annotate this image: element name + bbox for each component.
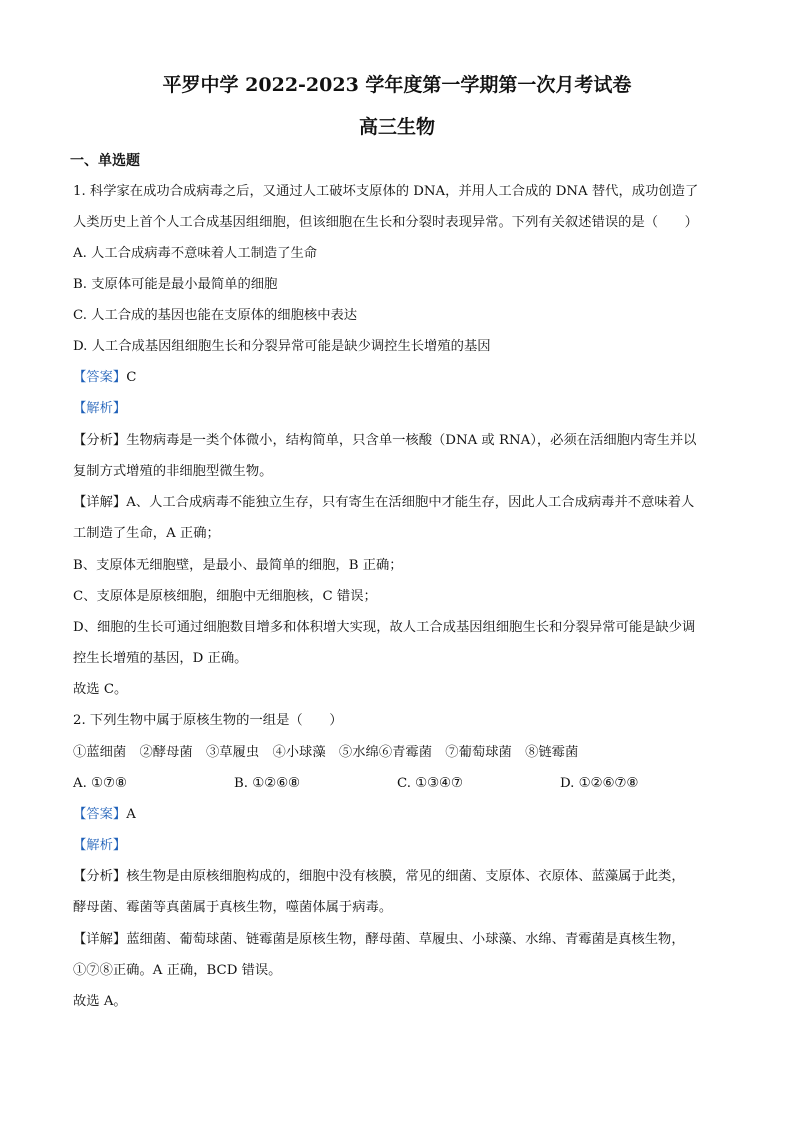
q2-xiangjie-line1 [73, 931, 685, 949]
answer-value: C [126, 370, 137, 385]
fenxi-text: 生物病毒是一类个体微小，结构简单，只含单一核酸（DNA 或 RNA），必须在活细胞内寄生并以 [126, 433, 697, 448]
q1-line-b: B、支原体无细胞壁，是最小、最简单的细胞，B 正确； [73, 558, 403, 573]
q2-organisms: ①蓝细菌 ②酵母菌 ③草履虫 ④小球藻 ⑤水绵⑥青霉菌 ⑦葡萄球菌 ⑧链霉菌 [73, 745, 579, 760]
xiangjie-text: A、人工合成病毒不能独立生存，只有寄生在活细胞中才能生存，因此人工合成病毒并不意味着人 [126, 495, 695, 510]
fenxi-tag: 【分析】 [73, 869, 127, 884]
answer-value: A [126, 807, 136, 822]
q1-analysis-tag: 【解析】 [73, 401, 127, 416]
q2-conclusion: 故选 A。 [73, 994, 127, 1009]
q2-analysis-tag: 【解析】 [73, 838, 127, 853]
fenxi-tag: 【分析】 [73, 433, 127, 448]
q1-option-c: C. 人工合成的基因也能在支原体的细胞核中表达 [73, 308, 358, 323]
exam-subtitle: 高三生物 [358, 116, 435, 138]
answer-tag: 【答案】 [73, 370, 127, 385]
q2-option-d: D. ①②⑥⑦⑧ [560, 776, 639, 791]
q1-line-d1: D、细胞的生长可通过细胞数目增多和体积增大实现，故人工合成基因组细胞生长和分裂异常可能是缺少调 [73, 620, 696, 635]
section-heading: 一、单选题 [70, 153, 140, 169]
q1-option-b: B. 支原体可能是最小最简单的细胞 [73, 277, 278, 292]
q1-stem-line2: 人类历史上首个人工合成基因组细胞，但该细胞在生长和分裂时表现异常。下列有关叙述错误的是（ ） [73, 215, 698, 230]
q2-answer [73, 806, 136, 824]
q1-stem-line1: 1. 科学家在成功合成病毒之后，又通过人工破坏支原体的 DNA，并用人工合成的 DNA 替代，成功创造了 [73, 184, 699, 199]
q1-xiangjie-line1 [73, 494, 694, 512]
xiangjie-tag: 【详解】 [73, 495, 127, 510]
fenxi-text: 核生物是由原核细胞构成的，细胞中没有核膜，常见的细菌、支原体、衣原体、蓝藻属于此类， [126, 869, 685, 884]
q1-line-c: C、支原体是原核细胞，细胞中无细胞核，C 错误； [73, 589, 377, 604]
q2-option-c: C. ①③④⑦ [397, 776, 463, 791]
q2-option-a: A. ①⑦⑧ [73, 776, 127, 791]
q1-line-d2: 控生长增殖的基因，D 正确。 [73, 651, 248, 666]
q2-fenxi-line1 [73, 868, 685, 886]
q1-option-d: D. 人工合成基因组细胞生长和分裂异常可能是缺少调控生长增殖的基因 [73, 339, 491, 354]
exam-title: 平罗中学 2022-2023 学年度第一学期第一次月考试卷 [162, 74, 632, 96]
q2-fenxi-line2: 酵母菌、霉菌等真菌属于真核生物，噬菌体属于病毒。 [73, 900, 393, 915]
q1-option-a: A. 人工合成病毒不意味着人工制造了生命 [73, 246, 318, 261]
q2-stem: 2. 下列生物中属于原核生物的一组是（ ） [73, 713, 343, 728]
xiangjie-tag: 【详解】 [73, 932, 127, 947]
q1-conclusion: 故选 C。 [73, 682, 128, 697]
q1-fenxi-line1 [73, 432, 696, 450]
q2-xiangjie-line2: ①⑦⑧正确。A 正确，BCD 错误。 [73, 963, 282, 978]
q1-fenxi-line2: 复制方式增殖的非细胞型微生物。 [73, 464, 273, 479]
q2-option-b: B. ①②⑥⑧ [234, 776, 300, 791]
q1-answer [73, 369, 136, 387]
q1-xiangjie-line2: 工制造了生命，A 正确； [73, 526, 220, 541]
answer-tag: 【答案】 [73, 807, 127, 822]
xiangjie-text: 蓝细菌、葡萄球菌、链霉菌是原核生物，酵母菌、草履虫、小球藻、水绵、青霉菌是真核生物， [126, 932, 685, 947]
